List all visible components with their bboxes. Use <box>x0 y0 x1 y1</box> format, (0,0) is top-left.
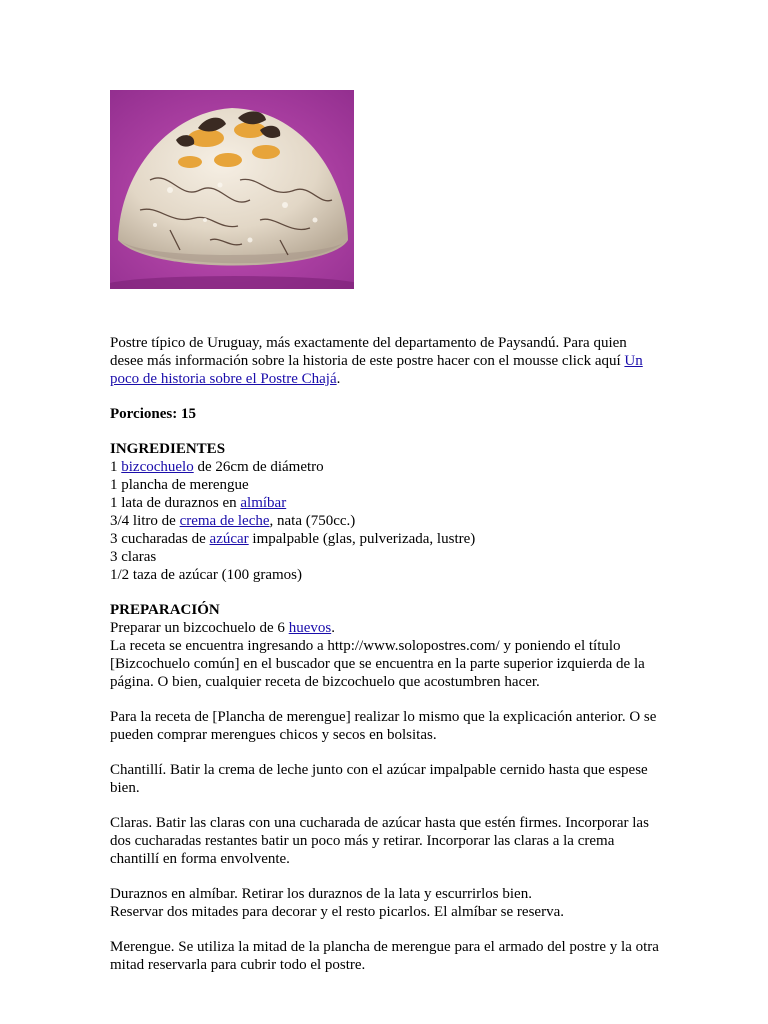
ingredient-item <box>110 494 660 512</box>
intro-period: . <box>336 371 341 387</box>
ingredients-section <box>110 440 660 584</box>
ingredient-text: 1/2 taza de azúcar (100 gramos) <box>110 567 302 583</box>
ingredient-item <box>110 476 660 494</box>
duraznos-line: Duraznos en almíbar. Retirar los duraznos de la lata y escurrirlos bien. <box>110 886 532 902</box>
recipe-document <box>110 90 660 991</box>
ingredient-item <box>110 548 660 566</box>
almibar-link[interactable]: almíbar <box>240 495 287 511</box>
intro-paragraph <box>110 334 660 388</box>
ingredient-text: impalpable (glas, pulverizada, lustre) <box>248 531 476 547</box>
ingredient-text: de 26cm de diámetro <box>193 459 324 475</box>
ingredient-text: 1 plancha de merengue <box>110 477 249 493</box>
ingredient-item <box>110 530 660 548</box>
portions <box>110 405 660 423</box>
ingredient-item <box>110 458 660 476</box>
duraznos-paragraph <box>110 885 660 921</box>
preparation-text: Preparar un bizcochuelo de 6 <box>110 620 289 636</box>
preparation-section <box>110 601 660 691</box>
duraznos-line: Reservar dos mitades para decorar y el resto picarlos. El almíbar se reserva. <box>110 904 564 920</box>
portions-label: Porciones: 15 <box>110 406 196 422</box>
ingredient-text: 3/4 litro de <box>110 513 180 529</box>
history-link[interactable]: Un poco de historia sobre el Postre Chajá <box>110 353 643 387</box>
crema-de-leche-link[interactable]: crema de leche <box>179 513 270 529</box>
preparation-bizcochuelo-text: La receta se encuentra ingresando a http://www.solopostres.com/ y poniendo el título [Bizcochuelo común] en el buscador que se encuentra en la parte superior izquierda de la página. O bien, cualquier receta de bizcochuelo que acostumbren hacer. <box>110 638 645 690</box>
chantilli-paragraph: Chantillí. Batir la crema de leche junto con el azúcar impalpable cernido hasta que espese bien. <box>110 762 648 796</box>
ingredient-text: 1 <box>110 459 122 475</box>
preparation-heading: PREPARACIÓN <box>110 602 220 618</box>
claras-paragraph: Claras. Batir las claras con una cucharada de azúcar hasta que estén firmes. Incorporar las dos cucharadas restantes batir un poco más y retirar. Incorporar las claras a la crema chantillí en forma envolvente. <box>110 815 649 867</box>
ingredient-item <box>110 566 660 584</box>
ingredient-text: , nata (750cc.) <box>269 513 356 529</box>
ingredient-text: 3 cucharadas de <box>110 531 210 547</box>
ingredient-item <box>110 512 660 530</box>
huevos-link[interactable]: huevos <box>288 620 332 636</box>
bizcochuelo-link[interactable]: bizcochuelo <box>121 459 194 475</box>
merengue-plancha-paragraph: Para la receta de [Plancha de merengue] realizar lo mismo que la explicación anterior. O se pueden comprar merengues chicos y secos en bolsitas. <box>110 709 657 743</box>
preparation-step <box>110 619 660 637</box>
preparation-text: . <box>331 620 335 636</box>
azucar-link[interactable]: azúcar <box>209 531 249 547</box>
ingredient-text: 1 lata de duraznos en <box>110 495 241 511</box>
ingredient-text: 3 claras <box>110 549 157 565</box>
intro-text: Postre típico de Uruguay, más exactamente del departamento de Paysandú. Para quien desee más información sobre la historia de este postre hacer con el mousse click aquí <box>110 335 627 369</box>
ingredients-heading: INGREDIENTES <box>110 441 226 457</box>
merengue-paragraph: Merengue. Se utiliza la mitad de la plancha de merengue para el armado del postre y la otra mitad reservarla para cubrir todo el postre. <box>110 939 659 973</box>
postre-chaja-photo <box>110 90 354 289</box>
